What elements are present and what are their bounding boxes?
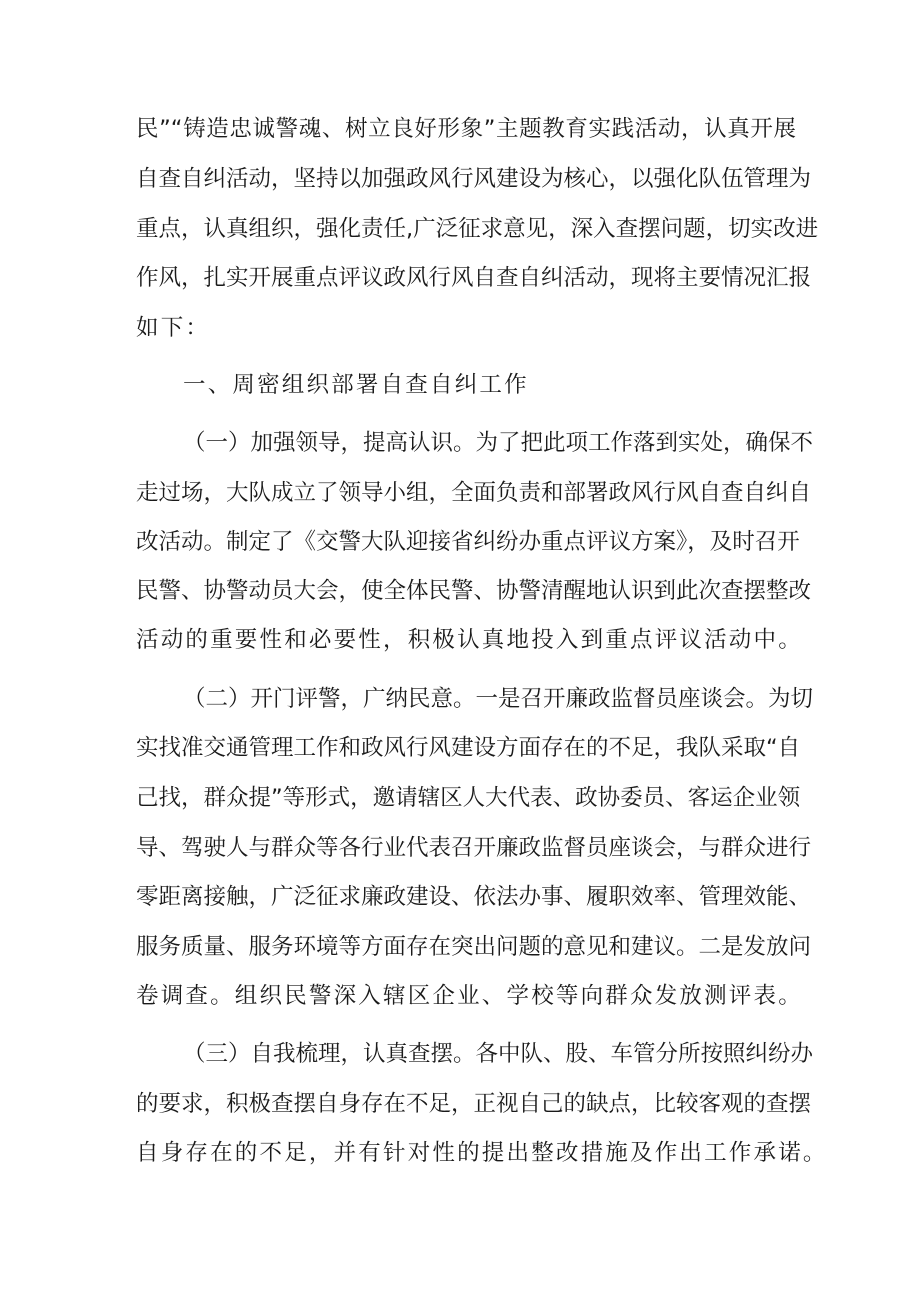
paragraph-line: 如下： <box>136 315 211 341</box>
paragraph-line: （三）自我梳理，认真查摆。各中队、股、车管分所按照纠纷办 <box>183 1041 814 1067</box>
paragraph-line: 重点，认真组织，强化责任,广泛征求意见，深入查摆问题，切实改进 <box>136 216 819 242</box>
paragraph-line: 卷调查。组织民警深入辖区企业、学校等向群众发放测评表。 <box>136 983 803 1009</box>
paragraph-line: 己找，群众提”等形式，邀请辖区人大代表、政协委员、客运企业领 <box>136 785 801 811</box>
paragraph-line: 服务质量、服务环境等方面存在突出问题的意见和建议。二是发放问 <box>136 934 812 960</box>
paragraph-line: 改活动。制定了《交警大队迎接省纠纷办重点评议方案》，及时召开 <box>136 529 800 555</box>
paragraph-line: （二）开门评警，广纳民意。一是召开廉政监督员座谈会。为切 <box>183 686 814 712</box>
paragraph-line: 活动的重要性和必要性，积极认真地投入到重点评议活动中。 <box>136 627 803 653</box>
paragraph-line: 自身存在的不足，并有针对性的提出整改措施及作出工作承诺。 <box>136 1140 828 1166</box>
paragraph-line: 民”“铸造忠诚警魂、树立良好形象”主题教育实践活动，认真开展 <box>136 116 796 142</box>
section-heading: 一、周密组织部署自查自纠工作 <box>183 372 529 398</box>
paragraph-line: 导、驾驶人与群众等各行业代表召开廉政监督员座谈会，与群众进行 <box>136 835 812 861</box>
paragraph-line: 实找准交通管理工作和政风行风建设方面存在的不足，我队采取“自 <box>136 735 801 761</box>
paragraph-line: 作风，扎实开展重点评议政风行风自查自纠活动，现将主要情况汇报 <box>136 265 812 291</box>
paragraph-line: （一）加强领导，提高认识。为了把此项工作落到实处，确保不 <box>183 430 814 456</box>
paragraph-line: 零距离接触，广泛征求廉政建设、依法办事、履职效率、管理效能、 <box>136 884 812 910</box>
paragraph-line: 的要求，积极查摆自身存在不足，正视自己的缺点，比较客观的查摆 <box>136 1091 812 1117</box>
paragraph-line: 自查自纠活动，坚持以加强政风行风建设为核心，以强化队伍管理为 <box>136 166 812 192</box>
paragraph-line: 走过场，大队成立了领导小组，全面负责和部署政风行风自查自纠自 <box>136 480 812 506</box>
paragraph-line: 民警、协警动员大会，使全体民警、协警清醒地认识到此次查摆整改 <box>136 578 812 604</box>
